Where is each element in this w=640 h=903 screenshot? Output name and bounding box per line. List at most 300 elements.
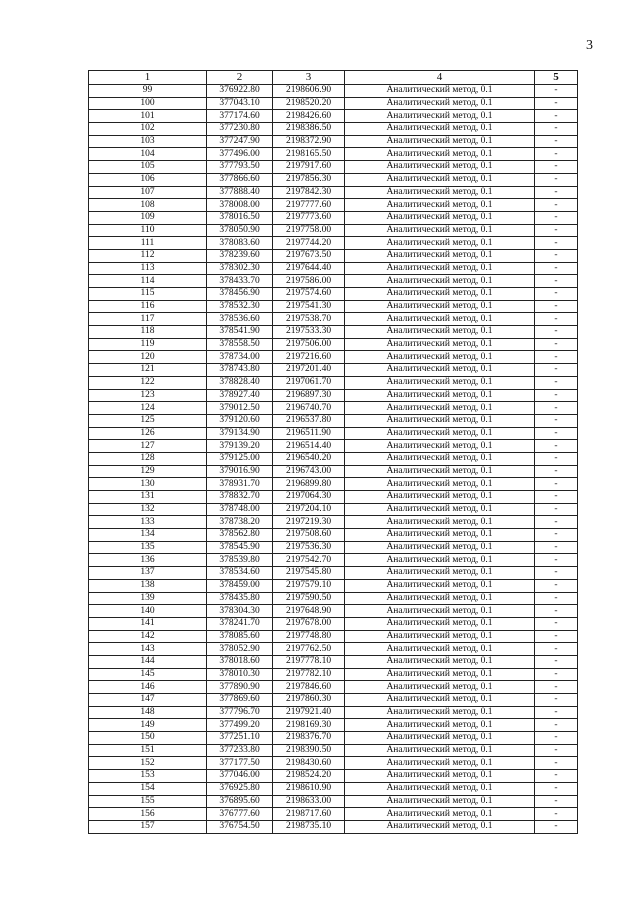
table-cell: Аналитический метод, 0.1 <box>345 554 535 567</box>
table-cell: 138 <box>89 579 207 592</box>
table-cell: 2197921.40 <box>273 706 345 719</box>
table-cell: 378083.60 <box>207 237 273 250</box>
table-cell: 2197860.30 <box>273 694 345 707</box>
table-cell: 2197782.10 <box>273 668 345 681</box>
table-cell: Аналитический метод, 0.1 <box>345 338 535 351</box>
table-cell: 2198390.50 <box>273 744 345 757</box>
table-cell: 2198169.30 <box>273 719 345 732</box>
table-cell: - <box>535 643 578 656</box>
table-row <box>89 681 578 694</box>
table-cell: - <box>535 655 578 668</box>
table-cell: 128 <box>89 452 207 465</box>
table-cell: Аналитический метод, 0.1 <box>345 808 535 821</box>
table-row <box>89 529 578 542</box>
table-cell: 148 <box>89 706 207 719</box>
table-cell: - <box>535 237 578 250</box>
table-cell: 2196511.90 <box>273 427 345 440</box>
table-cell: 377174.60 <box>207 110 273 123</box>
table-cell: 377251.10 <box>207 732 273 745</box>
table-cell: 378008.00 <box>207 199 273 212</box>
table-cell: 2197061.70 <box>273 376 345 389</box>
table-cell: 2197536.30 <box>273 541 345 554</box>
table-row <box>89 326 578 339</box>
table-cell: Аналитический метод, 0.1 <box>345 567 535 580</box>
table-cell: 2197579.10 <box>273 579 345 592</box>
table-cell: 377496.00 <box>207 148 273 161</box>
table-cell: - <box>535 249 578 262</box>
table-row <box>89 161 578 174</box>
table-cell: - <box>535 757 578 770</box>
table-cell: - <box>535 262 578 275</box>
table-cell: 2197678.00 <box>273 617 345 630</box>
table-cell: 114 <box>89 275 207 288</box>
table-cell: 2198426.60 <box>273 110 345 123</box>
table-cell: - <box>535 820 578 833</box>
table-cell: 2198610.90 <box>273 782 345 795</box>
table-cell: 376777.60 <box>207 808 273 821</box>
table-row <box>89 97 578 110</box>
table-cell: 135 <box>89 541 207 554</box>
table-cell: 377796.70 <box>207 706 273 719</box>
table-cell: 2197538.70 <box>273 313 345 326</box>
table-row <box>89 579 578 592</box>
table-row <box>89 770 578 783</box>
table-row <box>89 351 578 364</box>
table-cell: - <box>535 706 578 719</box>
table-cell: 126 <box>89 427 207 440</box>
table-cell: Аналитический метод, 0.1 <box>345 617 535 630</box>
table-cell: Аналитический метод, 0.1 <box>345 123 535 136</box>
table-cell: - <box>535 554 578 567</box>
table-cell: 151 <box>89 744 207 757</box>
table-cell: 377230.80 <box>207 123 273 136</box>
table-cell: Аналитический метод, 0.1 <box>345 313 535 326</box>
table-row <box>89 173 578 186</box>
table-cell: 153 <box>89 770 207 783</box>
table-cell: 378738.20 <box>207 516 273 529</box>
table-cell: 122 <box>89 376 207 389</box>
table-cell: 376754.50 <box>207 820 273 833</box>
table-cell: Аналитический метод, 0.1 <box>345 579 535 592</box>
table-row <box>89 605 578 618</box>
table-row <box>89 465 578 478</box>
table-cell: Аналитический метод, 0.1 <box>345 782 535 795</box>
table-cell: 377233.80 <box>207 744 273 757</box>
table-row <box>89 706 578 719</box>
table-row <box>89 744 578 757</box>
table-row <box>89 300 578 313</box>
table-cell: 142 <box>89 630 207 643</box>
table-cell: 378459.00 <box>207 579 273 592</box>
table-row <box>89 376 578 389</box>
table-cell: 123 <box>89 389 207 402</box>
table-cell: Аналитический метод, 0.1 <box>345 440 535 453</box>
table-cell: 131 <box>89 491 207 504</box>
table-cell: 378562.80 <box>207 529 273 542</box>
table-cell: 101 <box>89 110 207 123</box>
table-cell: 378541.90 <box>207 326 273 339</box>
table-cell: Аналитический метод, 0.1 <box>345 630 535 643</box>
column-header: 5 <box>535 71 578 85</box>
table-cell: 2196537.80 <box>273 414 345 427</box>
table-cell: 378545.90 <box>207 541 273 554</box>
table-cell: 121 <box>89 364 207 377</box>
table-cell: - <box>535 376 578 389</box>
table-cell: Аналитический метод, 0.1 <box>345 262 535 275</box>
table-cell: 2197545.80 <box>273 567 345 580</box>
table-cell: 108 <box>89 199 207 212</box>
table-cell: - <box>535 85 578 98</box>
table-row <box>89 389 578 402</box>
table-cell: Аналитический метод, 0.1 <box>345 148 535 161</box>
table-row <box>89 288 578 301</box>
table-cell: - <box>535 440 578 453</box>
table-cell: 110 <box>89 224 207 237</box>
table-cell: 2198717.60 <box>273 808 345 821</box>
table-row <box>89 338 578 351</box>
table-cell: 377869.60 <box>207 694 273 707</box>
table-row <box>89 186 578 199</box>
table-cell: Аналитический метод, 0.1 <box>345 516 535 529</box>
table-row <box>89 795 578 808</box>
table-cell: 377046.00 <box>207 770 273 783</box>
table-cell: Аналитический метод, 0.1 <box>345 503 535 516</box>
table-cell: - <box>535 579 578 592</box>
table-cell: 116 <box>89 300 207 313</box>
table-cell: 2197846.60 <box>273 681 345 694</box>
table-cell: 155 <box>89 795 207 808</box>
table-cell: Аналитический метод, 0.1 <box>345 706 535 719</box>
table-row <box>89 110 578 123</box>
table-cell: 139 <box>89 592 207 605</box>
table-cell: 377888.40 <box>207 186 273 199</box>
table-cell: Аналитический метод, 0.1 <box>345 668 535 681</box>
table-cell: 150 <box>89 732 207 745</box>
table-cell: 2196514.40 <box>273 440 345 453</box>
table-cell: - <box>535 224 578 237</box>
table-row <box>89 719 578 732</box>
table-row <box>89 630 578 643</box>
table-cell: Аналитический метод, 0.1 <box>345 605 535 618</box>
table-cell: 378927.40 <box>207 389 273 402</box>
table-cell: - <box>535 135 578 148</box>
table-cell: 107 <box>89 186 207 199</box>
table-cell: 2197541.30 <box>273 300 345 313</box>
table-cell: 376895.60 <box>207 795 273 808</box>
table-row <box>89 148 578 161</box>
table-cell: - <box>535 414 578 427</box>
table-cell: - <box>535 288 578 301</box>
table-cell: Аналитический метод, 0.1 <box>345 541 535 554</box>
table-cell: 152 <box>89 757 207 770</box>
table-cell: - <box>535 351 578 364</box>
table-cell: 2197778.10 <box>273 655 345 668</box>
table-cell: - <box>535 529 578 542</box>
table-cell: 2198430.60 <box>273 757 345 770</box>
table-cell: 157 <box>89 820 207 833</box>
table-cell: 377499.20 <box>207 719 273 732</box>
table-cell: - <box>535 97 578 110</box>
table-cell: 109 <box>89 211 207 224</box>
table-cell: 378539.80 <box>207 554 273 567</box>
table-cell: 2197758.00 <box>273 224 345 237</box>
table-cell: 2197842.30 <box>273 186 345 199</box>
table-cell: 125 <box>89 414 207 427</box>
table-cell: 378302.30 <box>207 262 273 275</box>
table-row <box>89 402 578 415</box>
table-cell: Аналитический метод, 0.1 <box>345 376 535 389</box>
table-cell: Аналитический метод, 0.1 <box>345 97 535 110</box>
table-cell: 129 <box>89 465 207 478</box>
table-row <box>89 554 578 567</box>
table-cell: - <box>535 275 578 288</box>
table-cell: 2198520.20 <box>273 97 345 110</box>
table-cell: 120 <box>89 351 207 364</box>
table-cell: Аналитический метод, 0.1 <box>345 795 535 808</box>
table-cell: Аналитический метод, 0.1 <box>345 465 535 478</box>
table-cell: 377247.90 <box>207 135 273 148</box>
table-cell: 378085.60 <box>207 630 273 643</box>
table-cell: 377890.90 <box>207 681 273 694</box>
table-cell: - <box>535 770 578 783</box>
table-cell: Аналитический метод, 0.1 <box>345 402 535 415</box>
table-cell: Аналитический метод, 0.1 <box>345 655 535 668</box>
table-cell: 154 <box>89 782 207 795</box>
table-cell: 2197506.00 <box>273 338 345 351</box>
table-cell: 2198633.00 <box>273 795 345 808</box>
table-row <box>89 757 578 770</box>
table-cell: 2198386.50 <box>273 123 345 136</box>
table-cell: 2197219.30 <box>273 516 345 529</box>
table-cell: - <box>535 808 578 821</box>
table-cell: - <box>535 389 578 402</box>
table-cell: Аналитический метод, 0.1 <box>345 681 535 694</box>
table-cell: 130 <box>89 478 207 491</box>
table-cell: 2197744.20 <box>273 237 345 250</box>
table-cell: - <box>535 211 578 224</box>
table-cell: 141 <box>89 617 207 630</box>
table-cell: 378018.60 <box>207 655 273 668</box>
table-cell: Аналитический метод, 0.1 <box>345 592 535 605</box>
table-cell: 103 <box>89 135 207 148</box>
table-cell: 137 <box>89 567 207 580</box>
table-cell: - <box>535 567 578 580</box>
table-cell: Аналитический метод, 0.1 <box>345 249 535 262</box>
table-row <box>89 655 578 668</box>
table-cell: Аналитический метод, 0.1 <box>345 110 535 123</box>
table-cell: - <box>535 744 578 757</box>
table-cell: 378050.90 <box>207 224 273 237</box>
table-cell: - <box>535 186 578 199</box>
table-cell: - <box>535 694 578 707</box>
table-cell: 2197590.50 <box>273 592 345 605</box>
table-row <box>89 123 578 136</box>
table-cell: 2197648.90 <box>273 605 345 618</box>
table-cell: Аналитический метод, 0.1 <box>345 300 535 313</box>
table-cell: 378456.90 <box>207 288 273 301</box>
table-cell: 2197777.60 <box>273 199 345 212</box>
table-cell: 118 <box>89 326 207 339</box>
table-cell: 378435.80 <box>207 592 273 605</box>
table-cell: 378010.30 <box>207 668 273 681</box>
table-cell: 378734.00 <box>207 351 273 364</box>
table-cell: - <box>535 402 578 415</box>
table-cell: 143 <box>89 643 207 656</box>
column-header: 4 <box>345 71 535 85</box>
table-cell: 2197644.40 <box>273 262 345 275</box>
table-row <box>89 617 578 630</box>
table-cell: - <box>535 427 578 440</box>
table-cell: Аналитический метод, 0.1 <box>345 478 535 491</box>
table-cell: - <box>535 465 578 478</box>
table-cell: - <box>535 617 578 630</box>
table-cell: 113 <box>89 262 207 275</box>
table-cell: Аналитический метод, 0.1 <box>345 186 535 199</box>
table-cell: 140 <box>89 605 207 618</box>
table-cell: Аналитический метод, 0.1 <box>345 452 535 465</box>
table-cell: Аналитический метод, 0.1 <box>345 770 535 783</box>
table-row <box>89 262 578 275</box>
table-cell: Аналитический метод, 0.1 <box>345 427 535 440</box>
table-cell: - <box>535 110 578 123</box>
table-cell: 147 <box>89 694 207 707</box>
table-cell: 378016.50 <box>207 211 273 224</box>
table-cell: 379125.00 <box>207 452 273 465</box>
table-cell: 378828.40 <box>207 376 273 389</box>
table-cell: 377043.10 <box>207 97 273 110</box>
table-row <box>89 820 578 833</box>
table-cell: 145 <box>89 668 207 681</box>
table-row <box>89 313 578 326</box>
table-cell: - <box>535 503 578 516</box>
table-cell: 378534.60 <box>207 567 273 580</box>
table-cell: 2197762.50 <box>273 643 345 656</box>
table-row <box>89 478 578 491</box>
table-cell: - <box>535 516 578 529</box>
table-cell: Аналитический метод, 0.1 <box>345 757 535 770</box>
table-cell: - <box>535 123 578 136</box>
table-cell: 378748.00 <box>207 503 273 516</box>
table-cell: 134 <box>89 529 207 542</box>
table-cell: - <box>535 782 578 795</box>
table-cell: Аналитический метод, 0.1 <box>345 199 535 212</box>
table-row <box>89 440 578 453</box>
table-row <box>89 541 578 554</box>
table-cell: 2196899.80 <box>273 478 345 491</box>
table-cell: - <box>535 364 578 377</box>
table-cell: 106 <box>89 173 207 186</box>
table-cell: - <box>535 541 578 554</box>
table-cell: 379012.50 <box>207 402 273 415</box>
table-row <box>89 414 578 427</box>
table-cell: Аналитический метод, 0.1 <box>345 85 535 98</box>
table-cell: 136 <box>89 554 207 567</box>
table-cell: - <box>535 452 578 465</box>
table-header-row <box>89 71 578 85</box>
table-cell: 378832.70 <box>207 491 273 504</box>
table-cell: - <box>535 199 578 212</box>
table-cell: 378532.30 <box>207 300 273 313</box>
table-cell: 111 <box>89 237 207 250</box>
table-cell: 100 <box>89 97 207 110</box>
table-row <box>89 211 578 224</box>
table-cell: 378558.50 <box>207 338 273 351</box>
column-header: 3 <box>273 71 345 85</box>
table-cell: Аналитический метод, 0.1 <box>345 288 535 301</box>
table-cell: - <box>535 161 578 174</box>
table-cell: 378304.30 <box>207 605 273 618</box>
table-cell: Аналитический метод, 0.1 <box>345 237 535 250</box>
table-cell: Аналитический метод, 0.1 <box>345 135 535 148</box>
table-row <box>89 135 578 148</box>
table-cell: 2198372.90 <box>273 135 345 148</box>
table-cell: Аналитический метод, 0.1 <box>345 694 535 707</box>
table-row <box>89 592 578 605</box>
table-cell: 117 <box>89 313 207 326</box>
table-cell: 378239.60 <box>207 249 273 262</box>
table-cell: 104 <box>89 148 207 161</box>
table-cell: Аналитический метод, 0.1 <box>345 364 535 377</box>
column-header: 1 <box>89 71 207 85</box>
table-row <box>89 85 578 98</box>
table-cell: - <box>535 732 578 745</box>
table-cell: 2197542.70 <box>273 554 345 567</box>
table-cell: 2197856.30 <box>273 173 345 186</box>
table-row <box>89 491 578 504</box>
table-cell: 2197201.40 <box>273 364 345 377</box>
table-cell: Аналитический метод, 0.1 <box>345 820 535 833</box>
table-cell: 156 <box>89 808 207 821</box>
table-cell: 99 <box>89 85 207 98</box>
table-row <box>89 452 578 465</box>
table-row <box>89 237 578 250</box>
table-cell: 376925.80 <box>207 782 273 795</box>
table-cell: 379134.90 <box>207 427 273 440</box>
column-header: 2 <box>207 71 273 85</box>
table-row <box>89 199 578 212</box>
table-cell: 124 <box>89 402 207 415</box>
table-cell: Аналитический метод, 0.1 <box>345 719 535 732</box>
table-cell: 379139.20 <box>207 440 273 453</box>
table-cell: - <box>535 478 578 491</box>
table-cell: - <box>535 668 578 681</box>
table-cell: 115 <box>89 288 207 301</box>
table-row <box>89 224 578 237</box>
table-cell: 2198165.50 <box>273 148 345 161</box>
table-cell: - <box>535 173 578 186</box>
table-cell: - <box>535 719 578 732</box>
table-cell: 2196897.30 <box>273 389 345 402</box>
table-cell: 2197748.80 <box>273 630 345 643</box>
table-cell: - <box>535 300 578 313</box>
table-cell: Аналитический метод, 0.1 <box>345 351 535 364</box>
table-row <box>89 808 578 821</box>
table-cell: 105 <box>89 161 207 174</box>
table-cell: 2197216.60 <box>273 351 345 364</box>
table-cell: 376922.80 <box>207 85 273 98</box>
table-cell: 119 <box>89 338 207 351</box>
table-cell: 378931.70 <box>207 478 273 491</box>
table-cell: 2198376.70 <box>273 732 345 745</box>
table-cell: 379120.60 <box>207 414 273 427</box>
table-cell: 2197204.10 <box>273 503 345 516</box>
table-cell: Аналитический метод, 0.1 <box>345 529 535 542</box>
table-cell: 378241.70 <box>207 617 273 630</box>
table-row <box>89 694 578 707</box>
table-cell: 2198606.90 <box>273 85 345 98</box>
table-cell: - <box>535 313 578 326</box>
table-cell: - <box>535 326 578 339</box>
